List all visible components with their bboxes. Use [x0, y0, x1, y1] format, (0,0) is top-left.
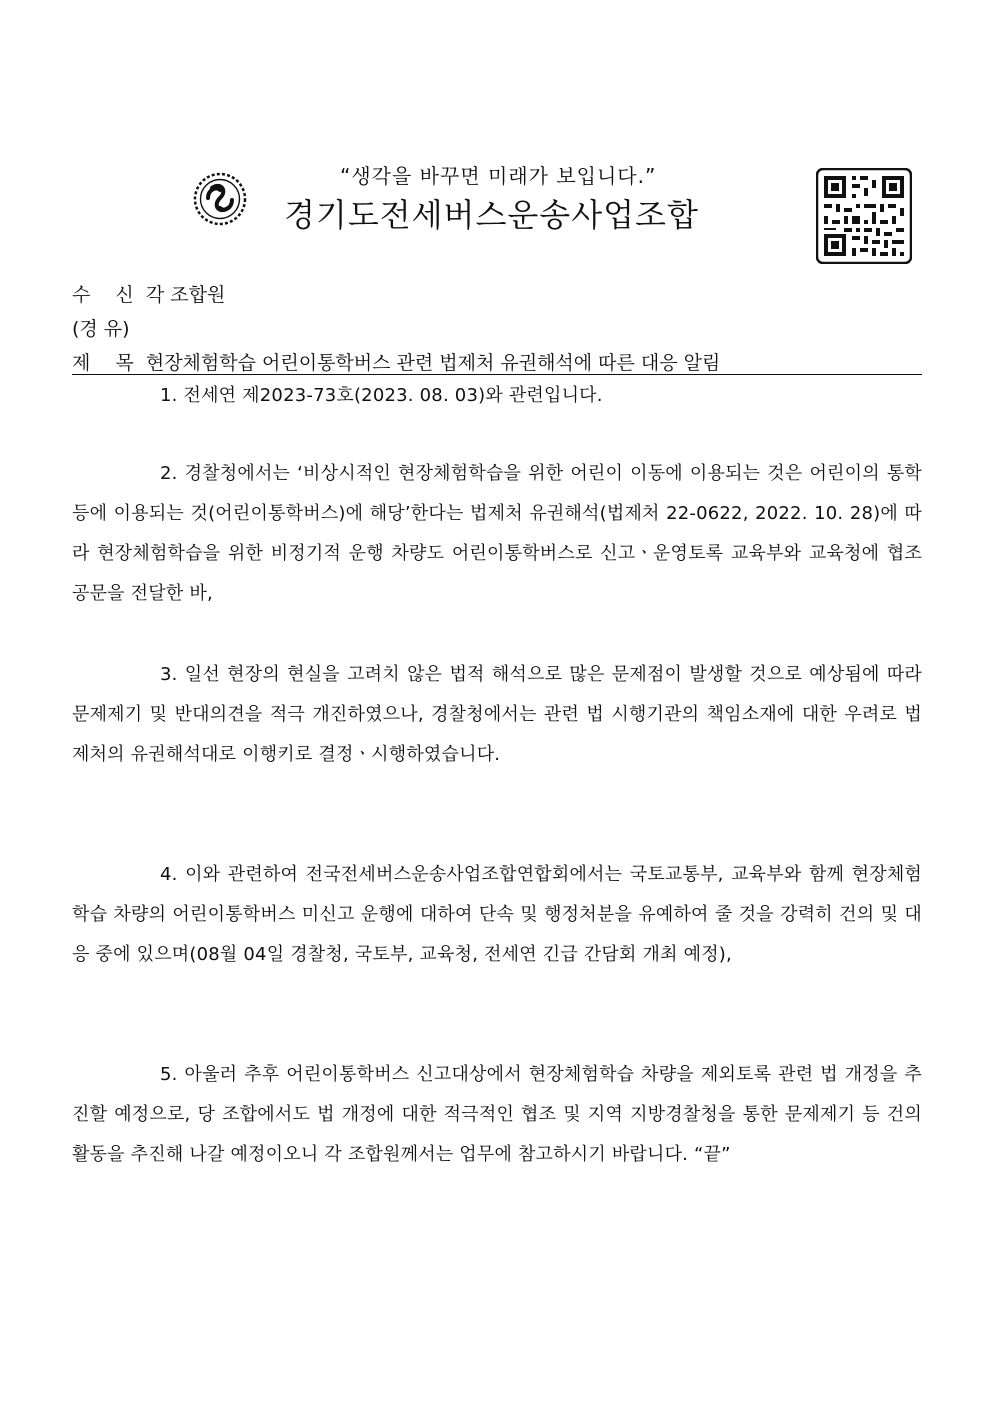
recipient-label: 수 신 [72, 284, 134, 306]
paragraph-3: 3. 일선 현장의 현실을 고려치 않은 법적 해석으로 많은 문제점이 발생할 것으로 예상됨에 따라 문제제기 및 반대의견을 적극 개진하였으나, 경찰청에서는 관련 법 시행기관의 책임소재에 대한 우려로 법제처의 유권해석대로 이행키로 결정ㆍ시행하였습니다. [72, 664, 922, 765]
subject-value: 현장체험학습 어린이통학버스 관련 법제처 유권해석에 따른 대응 알림 [145, 352, 721, 374]
paragraph-4: 4. 이와 관련하여 전국전세버스운송사업조합연합회에서는 국토교통부, 교육부와 함께 현장체험학습 차량의 어린이통학버스 미신고 운행에 대하여 단속 및 행정처분을 유예하여 줄 것을 강력히 건의 및 대응 중에 있으며(08월 04일 경찰청, 국토부, 교육청, 전세연 긴급 간담회 개최 예정), [72, 864, 922, 965]
via-row [72, 314, 130, 341]
recipient-value: 각 조합원 [145, 284, 226, 306]
organization-name: 경기도전세버스운송사업조합 [284, 196, 699, 234]
paragraph-2: 2. 경찰청에서는 ‘비상시적인 현장체험학습을 위한 어린이 이동에 이용되는 것은 어린이의 통학 등에 이용되는 것(어린이통학버스)에 해당’한다는 법제처 유권해석(법제처 22-0622, 2022. 10. 28)에 따라 현장체험학습을 위한 비정기적 운행 차량도 어린이통학버스로 신고ㆍ운영토록 교육부와 교육청에 협조 공문을 전달한 바, [72, 463, 922, 604]
subject-row [72, 348, 922, 375]
slogan: “생각을 바꾸면 미래가 보입니다.” [340, 164, 657, 188]
via-label: (경 유) [72, 318, 130, 340]
paragraph-5: 5. 아울러 추후 어린이통학버스 신고대상에서 현장체험학습 차량을 제외토록 관련 법 개정을 추진할 예정으로, 당 조합에서도 법 개정에 대한 적극적인 협조 및 지역 지방경찰청을 통한 문제제기 등 건의 활동을 추진해 나갈 예정이오니 각 조합원께서는 업무에 참고하시기 바랍니다. “끝” [72, 1064, 922, 1165]
union-emblem-icon [192, 168, 248, 230]
paragraph-1: 1. 전세연 제2023-73호(2023. 08. 03)와 관련입니다. [160, 385, 603, 406]
qr-code-icon [816, 168, 912, 264]
recipient-row [72, 280, 225, 307]
subject-underline [72, 374, 922, 375]
subject-label: 제 목 [72, 352, 134, 374]
